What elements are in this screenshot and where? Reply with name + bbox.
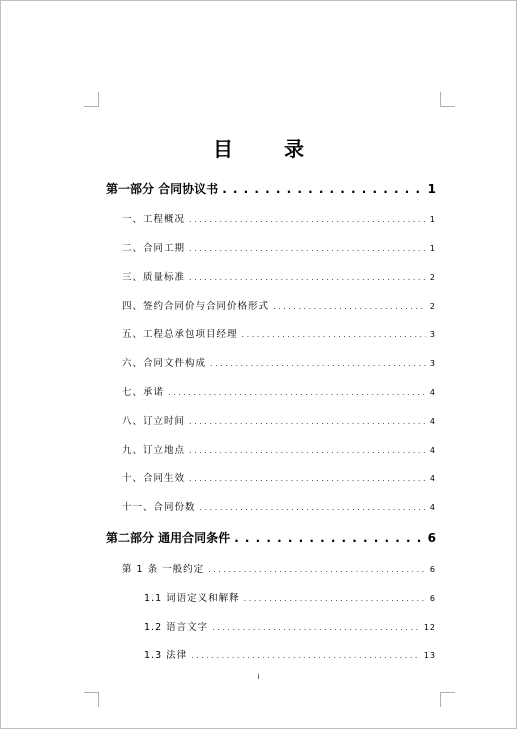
- toc-entry[interactable]: [122, 470, 436, 484]
- toc-entry-page: 1: [427, 182, 436, 196]
- toc-entry-label: 十、合同生效: [122, 473, 186, 484]
- toc-entry[interactable]: [144, 590, 436, 604]
- crop-mark-top-right: [440, 92, 455, 107]
- toc-leader-dots: [208, 565, 426, 574]
- toc-entry[interactable]: [122, 298, 436, 312]
- toc-entry-label: 七、承诺: [122, 387, 165, 398]
- toc-entry-page: 6: [427, 531, 436, 545]
- toc-entry[interactable]: [144, 619, 436, 633]
- toc-entry-page: 4: [429, 474, 436, 483]
- toc-entry-label: 第 1 条 一般约定: [122, 564, 205, 575]
- toc-leader-dots: [242, 330, 426, 339]
- toc-entry-label: 九、订立地点: [122, 445, 186, 456]
- toc-entry-label: 1.1 词语定义和解释: [144, 593, 240, 604]
- toc-leader-dots: [168, 388, 426, 397]
- crop-mark-bottom-right: [440, 692, 455, 707]
- toc-entry-label: 六、合同文件构成: [122, 358, 207, 369]
- toc-entry-label: 四、签约合同价与合同价格形式: [122, 301, 270, 312]
- toc-leader-dots: [189, 417, 426, 426]
- toc-entry-page: 6: [429, 594, 436, 603]
- toc-entry[interactable]: [122, 384, 436, 398]
- toc-entry-part-2[interactable]: [106, 529, 436, 546]
- toc-entry-label: 八、订立时间: [122, 416, 186, 427]
- toc-leader-dots: [189, 474, 426, 483]
- toc-entry-label: 1.2 语言文字: [144, 622, 209, 633]
- toc-leader-dots: [200, 503, 426, 512]
- toc-entry-label: 第二部分 通用合同条件: [106, 531, 231, 545]
- toc-leader-dots: [189, 244, 426, 253]
- toc-entry-page: 2: [429, 302, 436, 311]
- toc-entry-label: 五、工程总承包项目经理: [122, 329, 238, 340]
- crop-mark-top-left: [84, 92, 99, 107]
- toc-leader-dots: [210, 359, 426, 368]
- toc-entry-label: 二、合同工期: [122, 243, 186, 254]
- toc-leader-dots: [273, 302, 426, 311]
- toc-entry-page: 4: [429, 503, 436, 512]
- toc-entry-label: 三、质量标准: [122, 272, 186, 283]
- crop-mark-bottom-left: [84, 692, 99, 707]
- toc-entry-page: 1: [429, 215, 436, 224]
- toc-entry[interactable]: [122, 355, 436, 369]
- page-number: i: [257, 673, 260, 681]
- toc-entry-label: 第一部分 合同协议书: [106, 182, 219, 196]
- toc-leader-dots: [189, 273, 426, 282]
- toc-entry-page: 2: [429, 273, 436, 282]
- toc-entry[interactable]: [122, 442, 436, 456]
- toc-entry-page: 12: [423, 623, 436, 632]
- toc-entry[interactable]: [122, 326, 436, 340]
- toc-leader-dots: [189, 446, 426, 455]
- toc-leader-dots: [244, 594, 426, 603]
- toc-leader-dots: [234, 531, 423, 545]
- toc-entry-page: 13: [423, 651, 436, 660]
- toc-entry[interactable]: [122, 499, 436, 513]
- toc-entry-page: 4: [429, 417, 436, 426]
- toc-entry-page: 6: [429, 565, 436, 574]
- toc-leader-dots: [189, 215, 426, 224]
- toc-entry[interactable]: [122, 211, 436, 225]
- toc-entry-page: 4: [429, 388, 436, 397]
- toc-entry[interactable]: [122, 413, 436, 427]
- toc-entry-page: 1: [429, 244, 436, 253]
- toc-leader-dots: [222, 182, 423, 196]
- toc-entry-part-1[interactable]: [106, 180, 436, 197]
- toc-entry-page: 3: [429, 359, 436, 368]
- toc-entry[interactable]: [122, 269, 436, 283]
- toc-entry[interactable]: [122, 561, 436, 575]
- toc-entry-label: 十一、合同份数: [122, 502, 196, 513]
- toc-leader-dots: [212, 623, 420, 632]
- toc-entry-page: 4: [429, 446, 436, 455]
- toc-title: 目 录: [213, 137, 326, 161]
- toc-entry-page: 3: [429, 330, 436, 339]
- toc-entry[interactable]: [144, 647, 436, 661]
- toc-entry-label: 1.3 法律: [144, 650, 188, 661]
- toc-entry-label: 一、工程概况: [122, 214, 186, 225]
- toc-leader-dots: [191, 651, 420, 660]
- toc-entry[interactable]: [122, 240, 436, 254]
